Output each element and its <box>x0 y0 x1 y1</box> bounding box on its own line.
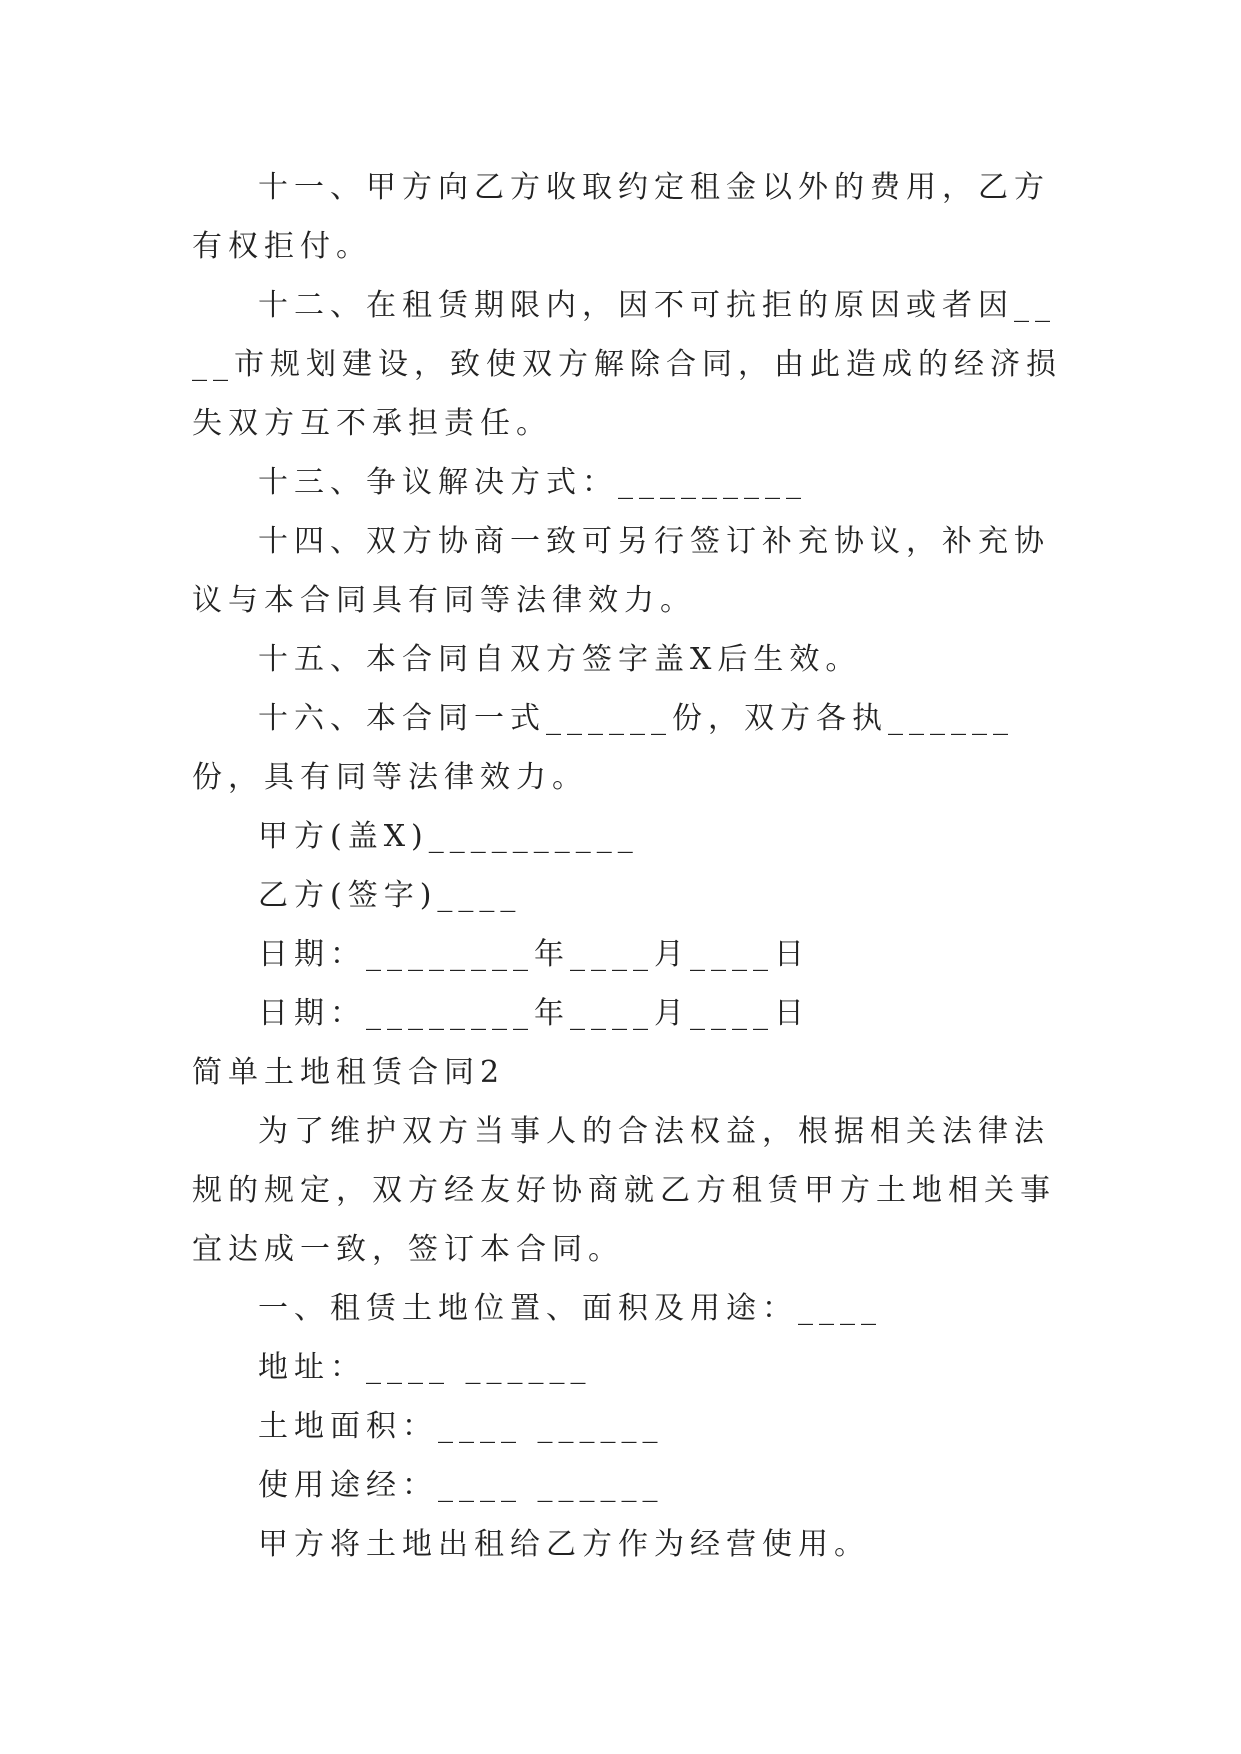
land-area-line: 土地面积：____ ______ <box>258 1409 664 1444</box>
clause-1: 一、租赁土地位置、面积及用途：____ <box>258 1291 882 1326</box>
party-a-seal-line: 甲方(盖X)__________ <box>258 819 639 854</box>
date-line-a: 日期：________年____月____日 <box>258 937 810 972</box>
clause-11: 十一、甲方向乙方收取约定租金以外的费用，乙方有权拒付。 <box>192 170 1050 264</box>
lease-purpose: 甲方将土地出租给乙方作为经营使用。 <box>258 1527 870 1562</box>
date-line-b: 日期：________年____月____日 <box>258 996 810 1031</box>
section-title: 简单土地租赁合同2 <box>192 1055 506 1090</box>
clause-15: 十五、本合同自双方签字盖X后生效。 <box>258 642 862 677</box>
usage-line: 使用途经：____ ______ <box>258 1468 664 1503</box>
clause-14: 十四、双方协商一致可另行签订补充协议，补充协议与本合同具有同等法律效力。 <box>192 524 1050 618</box>
clause-12: 十二、在租赁期限内，因不可抗拒的原因或者因____市规划建设，致使双方解除合同，由此造成的经济损失双方互不承担责任。 <box>192 288 1062 441</box>
clause-16: 十六、本合同一式______份，双方各执______份，具有同等法律效力。 <box>192 701 1014 795</box>
clause-13: 十三、争议解决方式：_________ <box>258 465 807 500</box>
address-line: 地址：____ ______ <box>258 1350 592 1385</box>
document-page <box>192 158 1062 1574</box>
preamble: 为了维护双方当事人的合法权益，根据相关法律法规的规定，双方经友好协商就乙方租赁甲方土地相关事宜达成一致，签订本合同。 <box>192 1114 1056 1267</box>
party-b-signature-line: 乙方(签字)____ <box>258 878 522 913</box>
